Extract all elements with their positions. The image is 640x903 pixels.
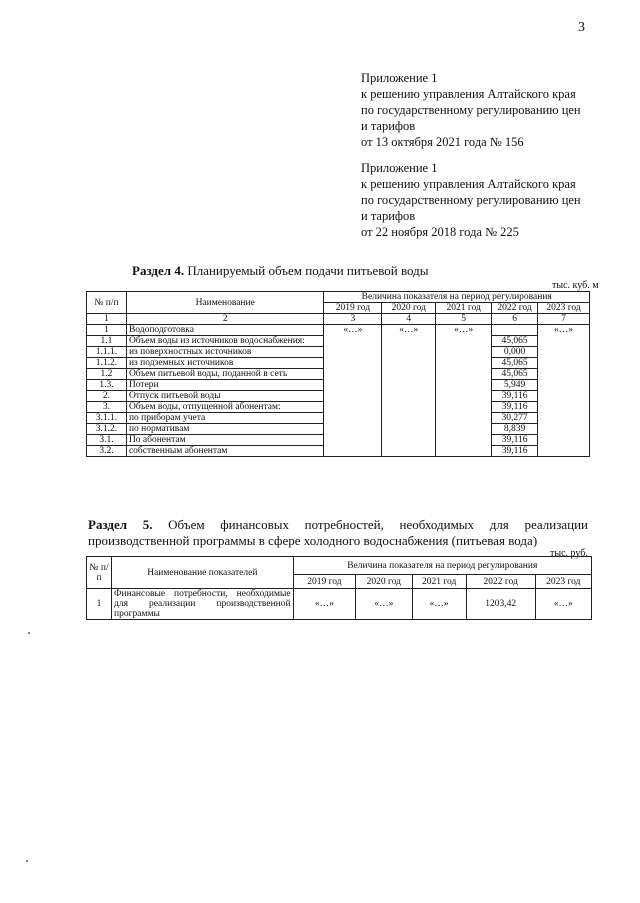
- appendix-line: по государственному регулированию цен: [361, 103, 581, 117]
- header-period: Величина показателя на период регулирования: [324, 292, 590, 303]
- value-2022: 30,277: [492, 413, 538, 424]
- row-no: 3.1.1.: [87, 413, 127, 424]
- row-no: 1.1.2.: [87, 358, 127, 369]
- header-year: 2020 год: [382, 303, 436, 314]
- row-name: Отпуск питьевой воды: [126, 391, 324, 402]
- section-5-table: [86, 556, 592, 620]
- section-5-unit: тыс. руб.: [550, 548, 588, 559]
- row-no: 1.1.1.: [87, 347, 127, 358]
- row-name: Объем воды, отпущенной абонентам:: [126, 402, 324, 413]
- appendix-line: Приложение 1: [361, 161, 438, 175]
- value-2022: 0,000: [492, 347, 538, 358]
- col-number: 3: [324, 314, 382, 325]
- header-year: 2022 год: [466, 575, 535, 589]
- row-name: Объем воды из источников водоснабжения:: [126, 336, 324, 347]
- table-row: [87, 325, 590, 336]
- row-name: Финансовые потребности, необходимые для реализации производственной программы: [112, 589, 294, 620]
- value-2022: 39,116: [492, 402, 538, 413]
- row-name: Водоподготовка: [126, 325, 324, 336]
- row-name: По абонентам: [126, 435, 324, 446]
- header-year: 2023 год: [538, 303, 590, 314]
- header-year: 2021 год: [412, 575, 466, 589]
- appendix-current-block: [361, 70, 581, 150]
- row-no: 1.3.: [87, 380, 127, 391]
- header-name: Наименование показателей: [112, 557, 294, 589]
- value-2022: 45,065: [492, 358, 538, 369]
- header-year: 2019 год: [293, 575, 356, 589]
- row-no: 2.: [87, 391, 127, 402]
- scan-speck: [26, 860, 28, 862]
- appendix-line: к решению управления Алтайского края: [361, 87, 576, 101]
- row-no: 1.2: [87, 369, 127, 380]
- col-number: 4: [382, 314, 436, 325]
- col-number: 6: [492, 314, 538, 325]
- scan-speck: [28, 632, 30, 634]
- row-name: из поверхностных источников: [126, 347, 324, 358]
- col-number: 1: [87, 314, 127, 325]
- section-4-number: Раздел 4.: [132, 263, 185, 278]
- page-number: 3: [578, 20, 585, 35]
- row-no: 3.1.2.: [87, 424, 127, 435]
- header-name: Наименование: [126, 292, 324, 314]
- section-5-number: Раздел 5.: [88, 517, 153, 532]
- value-2019: «…»: [293, 589, 356, 620]
- appendix-line: и тарифов: [361, 119, 416, 133]
- value-2022: 1203,42: [466, 589, 535, 620]
- col-number: 7: [538, 314, 590, 325]
- row-no: 1: [87, 589, 112, 620]
- appendix-line: от 13 октября 2021 года № 156: [361, 135, 524, 149]
- value-2020: «…»: [382, 325, 436, 457]
- value-2019: «…»: [324, 325, 382, 457]
- value-2021: «…»: [436, 325, 492, 457]
- appendix-line: и тарифов: [361, 209, 416, 223]
- col-number: 5: [436, 314, 492, 325]
- header-year: 2021 год: [436, 303, 492, 314]
- header-year: 2023 год: [535, 575, 591, 589]
- row-name: из подземных источников: [126, 358, 324, 369]
- value-2021: «…»: [412, 589, 466, 620]
- row-name: Потери: [126, 380, 324, 391]
- value-2022: 8,839: [492, 424, 538, 435]
- header-year: 2019 год: [324, 303, 382, 314]
- header-year: 2022 год: [492, 303, 538, 314]
- section-4-table: [86, 291, 590, 457]
- row-name: собственным абонентам: [126, 446, 324, 457]
- row-name: Объем питьевой воды, поданной в сеть: [126, 369, 324, 380]
- value-2022: 45,065: [492, 336, 538, 347]
- appendix-line: от 22 ноября 2018 года № 225: [361, 225, 519, 239]
- section-4-title-text: Планируемый объем подачи питьевой воды: [184, 263, 429, 278]
- value-2020: «…»: [356, 589, 412, 620]
- header-no: № п/п: [87, 557, 112, 589]
- value-2022: 45,065: [492, 369, 538, 380]
- row-no: 3.2.: [87, 446, 127, 457]
- value-2022: [492, 325, 538, 336]
- appendix-previous-block: [361, 160, 581, 240]
- section-5-title: [88, 517, 588, 549]
- row-name: по нормативам: [126, 424, 324, 435]
- header-period: Величина показателя на период регулирования: [293, 557, 591, 575]
- row-no: 3.1.: [87, 435, 127, 446]
- row-no: 3.: [87, 402, 127, 413]
- appendix-line: по государственному регулированию цен: [361, 193, 581, 207]
- appendix-line: к решению управления Алтайского края: [361, 177, 576, 191]
- section-5-title-text: Объем финансовых потребностей, необходимых для реализации производственной программы в сфере холодного водоснабжения (питьевая вода): [88, 517, 588, 548]
- section-4-title: [132, 263, 429, 279]
- value-2022: 39,116: [492, 435, 538, 446]
- row-no: 1: [87, 325, 127, 336]
- value-2022: 39,116: [492, 391, 538, 402]
- appendix-line: Приложение 1: [361, 71, 438, 85]
- row-name: по приборам учета: [126, 413, 324, 424]
- table-row: [87, 589, 592, 620]
- value-2022: 39,116: [492, 446, 538, 457]
- value-2022: 5,949: [492, 380, 538, 391]
- col-number: 2: [126, 314, 324, 325]
- row-no: 1.1: [87, 336, 127, 347]
- section-4-unit: тыс. куб. м: [552, 280, 599, 291]
- header-year: 2020 год: [356, 575, 412, 589]
- header-no: № п/п: [87, 292, 127, 314]
- value-2023: «…»: [538, 325, 590, 457]
- value-2023: «…»: [535, 589, 591, 620]
